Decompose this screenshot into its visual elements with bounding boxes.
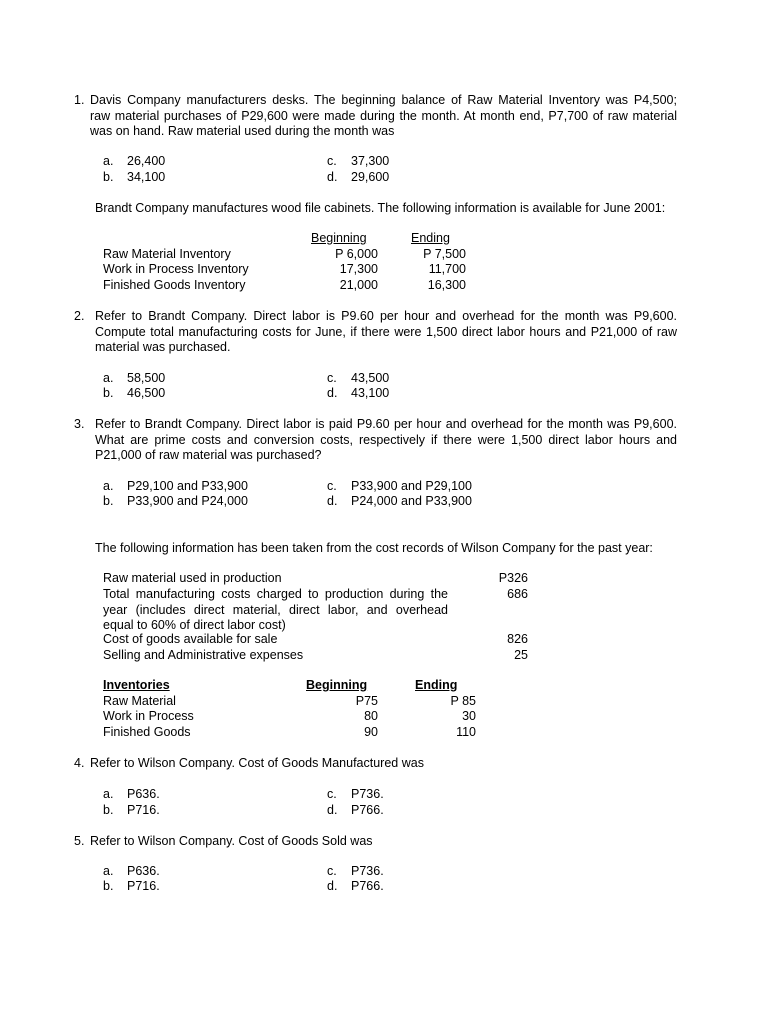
choice-b[interactable]: b. 34,100 (103, 170, 166, 184)
question-text: Davis Company manufacturers desks. The beginning balance of Raw Material Inventory was P4,500; raw material purchases of P29,600 were made during the month. At month end, P7,700 of raw material was on hand. Raw material used during the month was (90, 93, 677, 138)
choice-a[interactable]: a. P636. (103, 787, 160, 801)
inv-row-ending: P 85 (450, 694, 476, 708)
choice-d[interactable]: d. P766. (327, 803, 384, 817)
wilson-intro: The following information has been taken from the cost records of Wilson Company for the past year: (95, 541, 653, 555)
question-number: 2. (74, 309, 85, 323)
question-text: Refer to Wilson Company. Cost of Goods Manufactured was (90, 756, 424, 770)
choice-a[interactable]: a. 26,400 (103, 154, 166, 168)
col-ending: Ending (411, 231, 450, 245)
sa-label: Selling and Administrative expenses (103, 648, 304, 662)
inv-row-beginning: P75 (355, 694, 378, 708)
choice-d[interactable]: d. P766. (327, 879, 384, 893)
question-text: Refer to Brandt Company. Direct labor is P9.60 per hour and overhead for the month was P9,600. Compute total manufacturing costs for June, if there were 1,500 direct labor hours and P21,000 of raw material was purchased. (95, 309, 677, 354)
question-number: 5. (74, 834, 85, 848)
row-beginning: 17,300 (339, 262, 378, 276)
row-label: Raw Material Inventory (103, 247, 231, 261)
inv-row-beginning: 80 (364, 709, 378, 723)
inv-row-beginning: 90 (364, 725, 378, 739)
tmc-label: Total manufacturing costs charged to production during the year (includes direct material, direct labor, and overhead equal to 60% of direct labor cost) (103, 587, 448, 632)
row-ending: 16,300 (427, 278, 466, 292)
choice-a[interactable]: a. P29,100 and P33,900 (103, 479, 248, 493)
choice-d[interactable]: d. 29,600 (327, 170, 390, 184)
sa-value: 25 (514, 648, 528, 662)
rm-used-label: Raw material used in production (103, 571, 282, 585)
cogas-value: 826 (507, 632, 528, 646)
choice-c[interactable]: c. P33,900 and P29,100 (327, 479, 472, 493)
choice-c[interactable]: c. P736. (327, 787, 384, 801)
tmc-value: 686 (507, 587, 528, 601)
brandt-intro: Brandt Company manufactures wood file cabinets. The following information is available for June 2001: (95, 201, 666, 215)
col-beginning: Beginning (306, 678, 368, 692)
choice-b[interactable]: b. P716. (103, 803, 160, 817)
choice-b[interactable]: b. 46,500 (103, 386, 166, 400)
row-beginning: 21,000 (339, 278, 378, 292)
row-ending: P 7,500 (423, 247, 466, 261)
row-ending: 11,700 (428, 262, 466, 276)
inv-row-label: Raw Material (103, 694, 176, 708)
row-label: Finished Goods Inventory (103, 278, 246, 292)
row-label: Work in Process Inventory (103, 262, 249, 276)
question-text: Refer to Brandt Company. Direct labor is paid P9.60 per hour and overhead for the month was P9,600. What are prime costs and conversion costs, respectively if there were 1,500 direct labor hours and P21,000 of raw material was purchased? (95, 417, 677, 462)
choice-d[interactable]: d. 43,100 (327, 386, 390, 400)
question-number: 1. (74, 93, 85, 107)
inv-row-label: Finished Goods (103, 725, 191, 739)
choice-d[interactable]: d. P24,000 and P33,900 (327, 494, 472, 508)
choice-c[interactable]: c. 43,500 (327, 371, 390, 385)
choice-c[interactable]: c. P736. (327, 864, 384, 878)
choice-c[interactable]: c. 37,300 (327, 154, 390, 168)
choice-a[interactable]: a. P636. (103, 864, 160, 878)
choice-b[interactable]: b. P33,900 and P24,000 (103, 494, 248, 508)
rm-used-value: P326 (498, 571, 528, 585)
choice-a[interactable]: a. 58,500 (103, 371, 166, 385)
row-beginning: P 6,000 (335, 247, 378, 261)
question-number: 4. (74, 756, 85, 770)
inv-row-label: Work in Process (103, 709, 194, 723)
cogas-label: Cost of goods available for sale (103, 632, 278, 646)
inventories-header: Inventories (103, 678, 170, 692)
col-ending: Ending (415, 678, 458, 692)
question-text: Refer to Wilson Company. Cost of Goods Sold was (90, 834, 373, 848)
choice-b[interactable]: b. P716. (103, 879, 160, 893)
inv-row-ending: 30 (462, 709, 476, 723)
col-beginning: Beginning (311, 231, 367, 245)
inv-row-ending: 110 (456, 725, 476, 739)
question-number: 3. (74, 417, 85, 431)
